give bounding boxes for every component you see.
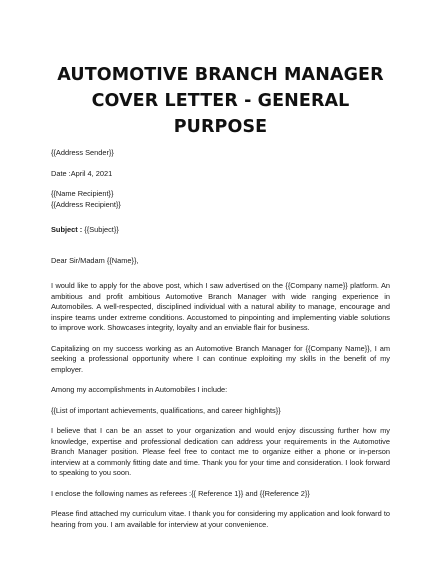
subject-label: Subject : xyxy=(51,225,83,234)
document-title: AUTOMOTIVE BRANCH MANAGER COVER LETTER - GENERAL PURPOSE xyxy=(57,65,384,137)
subject-line xyxy=(51,225,390,236)
salutation: Dear Sir/Madam {{Name}}, xyxy=(51,255,139,265)
paragraph-intro: I would like to apply for the above post, which I saw advertised on the {{Company name}} platform. An ambitious and profit ambitious Automotive Branch Manager with wide ranging experience in Automobiles. A well-respected, disciplined individual with a natural ability to manage, encourage and inspire teams under extreme conditions. Accustomed to pinpointing and implementing viable solutions to improve work. Showcases integrity, loyalty and an enviable flair for business. xyxy=(51,281,390,332)
paragraph-success: Capitalizing on my success working as an Automotive Branch Manager for {{Company Name}}, I am seeking a professional opportunity where I can continue exploiting my skills in the benefit of my employer. xyxy=(51,343,390,374)
address-sender: {{Address Sender}} xyxy=(51,148,114,157)
subject-value: {{Subject}} xyxy=(82,225,119,234)
paragraph-accomplishments: Among my accomplishments in Automobiles I include: xyxy=(51,385,228,394)
paragraph-attachment: Please find attached my curriculum vitae. I thank you for considering my application and look forward to hearing from you. I am available for interview at your convenience. xyxy=(51,509,390,529)
letter-date: Date :April 4, 2021 xyxy=(51,168,113,178)
address-recipient: {{Address Recipient}} xyxy=(51,199,121,209)
paragraph-closing: I believe that I can be an asset to your organization and would enjoy discussing further how my knowledge, expertise and professional dedication can address your requirements in the Automotive Branch Manager position. Please feel free to contact me to organize either a phone or in-person interview at a commonly fitting date and time. Thank you for your time and consideration. I look forward to speaking to you soon. xyxy=(51,426,390,477)
letter-body xyxy=(51,148,390,530)
name-recipient: {{Name Recipient}} xyxy=(51,189,114,198)
paragraph-referees: I enclose the following names as referees :{{ Reference 1}} and {{Reference 2}} xyxy=(51,488,310,498)
paragraph-achievements-list: {{List of important achievements, qualifications, and career highlights}} xyxy=(51,405,281,415)
